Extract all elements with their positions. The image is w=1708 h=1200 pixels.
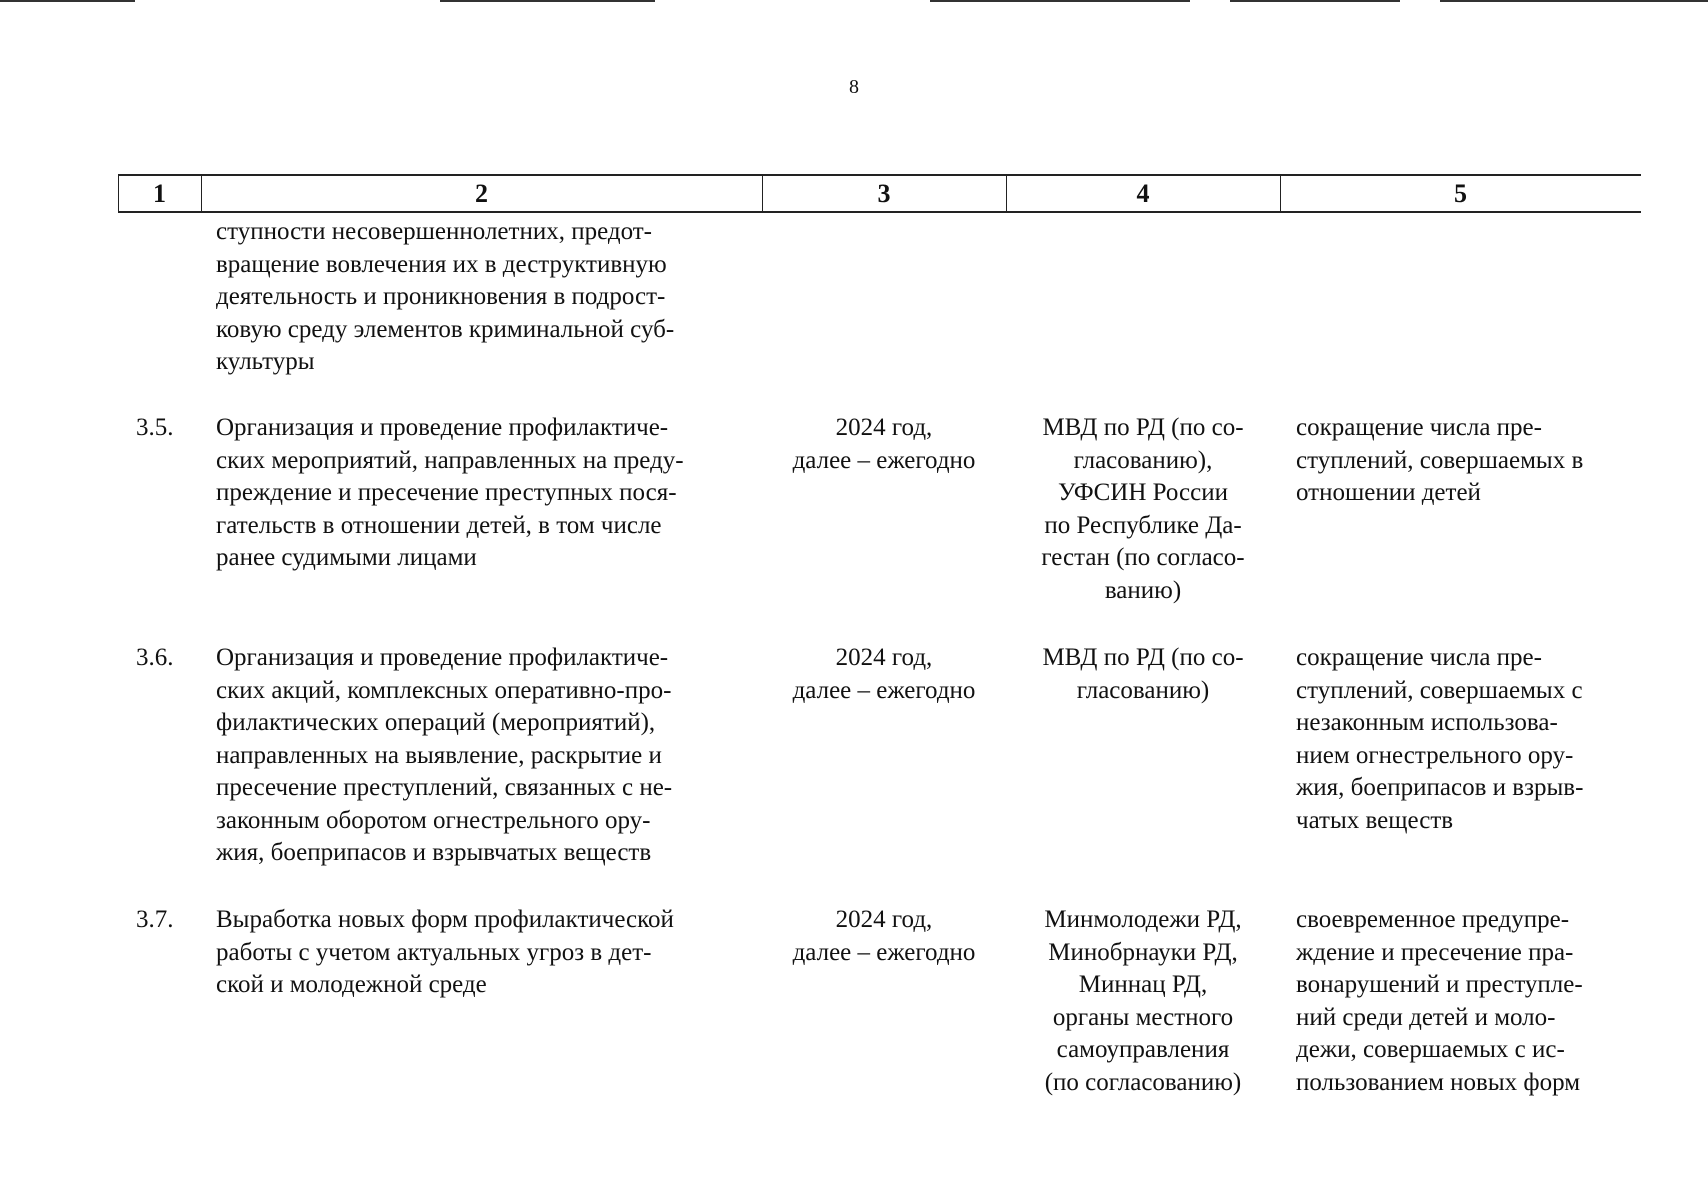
text-line: УФСИН России bbox=[1058, 479, 1228, 506]
term-text bbox=[762, 904, 1006, 969]
header-col-1: 1 bbox=[153, 179, 166, 208]
text-line: по Республике Да- bbox=[1044, 511, 1242, 539]
text-line: Минобрнауки РД, bbox=[1048, 938, 1238, 966]
text-line: жия, боеприпасов и взрывчатых веществ bbox=[216, 839, 652, 866]
text-line: самоуправления bbox=[1056, 1036, 1230, 1063]
text-line: 2024 год, bbox=[835, 906, 933, 933]
scan-edge-line bbox=[440, 0, 655, 2]
scan-edge-line bbox=[930, 0, 1190, 2]
row-number: 3.5. bbox=[136, 414, 174, 441]
text-line: культуры bbox=[216, 348, 315, 375]
text-line: ских мероприятий, направленных на преду- bbox=[216, 446, 684, 474]
text-line: нием огнестрельного ору- bbox=[1296, 741, 1574, 769]
executor-text bbox=[1006, 642, 1280, 707]
header-col-3: 3 bbox=[877, 179, 891, 208]
measure-text bbox=[216, 642, 748, 870]
measure-text bbox=[216, 904, 748, 1002]
text-line: далее – ежегодно bbox=[792, 938, 976, 966]
text-line: ступности несовершеннолетних, предот- bbox=[216, 218, 652, 245]
continuation-text bbox=[216, 216, 748, 379]
scan-edge-line bbox=[0, 0, 135, 2]
text-line: ской и молодежной среде bbox=[216, 971, 487, 998]
executor-text bbox=[1006, 412, 1280, 607]
text-line: ванию) bbox=[1104, 576, 1182, 604]
text-line: сокращение числа пре- bbox=[1296, 414, 1542, 441]
text-line: МВД по РД (по со- bbox=[1042, 644, 1244, 671]
text-line: направленных на выявление, раскрытие и bbox=[216, 741, 662, 769]
text-line: жия, боеприпасов и взрыв- bbox=[1296, 774, 1584, 801]
text-line: Выработка новых форм профилактической bbox=[216, 906, 674, 933]
text-line: ранее судимыми лицами bbox=[216, 544, 477, 571]
text-line: далее – ежегодно bbox=[792, 676, 976, 704]
header-col-2: 2 bbox=[475, 179, 488, 208]
text-line: вращение вовлечения их в деструктивную bbox=[216, 250, 667, 278]
result-text bbox=[1296, 904, 1630, 1099]
row-number: 3.7. bbox=[136, 906, 174, 933]
text-line: МВД по РД (по со- bbox=[1042, 414, 1244, 441]
text-line: ждение и пресечение пра- bbox=[1296, 938, 1574, 966]
text-line: филактических операций (мероприятий), bbox=[216, 709, 656, 736]
measure-text bbox=[216, 412, 748, 575]
text-line: ских акций, комплексных оперативно-про- bbox=[216, 676, 672, 704]
scan-edge-line bbox=[1440, 0, 1708, 2]
text-line: преждение и пресечение преступных пося- bbox=[216, 479, 677, 506]
text-line: отношении детей bbox=[1296, 479, 1481, 506]
text-line: пресечение преступлений, связанных с не- bbox=[216, 774, 673, 801]
page-number: 8 bbox=[849, 76, 859, 98]
header-col-5: 5 bbox=[1454, 179, 1467, 208]
text-line: гласованию) bbox=[1076, 676, 1210, 704]
text-line: гласованию), bbox=[1073, 446, 1213, 474]
text-line: гестан (по согласо- bbox=[1041, 544, 1245, 571]
text-line: ступлений, совершаемых с bbox=[1296, 676, 1583, 704]
result-text bbox=[1296, 642, 1630, 837]
text-line: ступлений, совершаемых в bbox=[1296, 446, 1584, 474]
text-line: органы местного bbox=[1052, 1003, 1234, 1031]
text-line: Миннац РД, bbox=[1078, 971, 1208, 998]
text-line: Организация и проведение профилактиче- bbox=[216, 414, 669, 441]
result-text bbox=[1296, 412, 1630, 510]
text-line: законным оборотом огнестрельного ору- bbox=[216, 806, 651, 834]
scan-edge-line bbox=[1230, 0, 1400, 2]
text-line: своевременное предупре- bbox=[1296, 906, 1570, 933]
text-line: вонарушений и преступле- bbox=[1296, 971, 1583, 998]
header-bottom-rule bbox=[118, 211, 1641, 213]
text-line: 2024 год, bbox=[835, 414, 933, 441]
executor-text bbox=[1006, 904, 1280, 1099]
term-text bbox=[762, 642, 1006, 707]
text-line: пользованием новых форм bbox=[1296, 1068, 1581, 1096]
text-line: ний среди детей и моло- bbox=[1296, 1003, 1556, 1031]
text-line: Минмолодежи РД, bbox=[1044, 906, 1242, 933]
text-line: чатых веществ bbox=[1296, 806, 1454, 834]
text-line: гательств в отношении детей, в том числе bbox=[216, 511, 662, 539]
text-line: Организация и проведение профилактиче- bbox=[216, 644, 669, 671]
text-line: работы с учетом актуальных угроз в дет- bbox=[216, 938, 652, 966]
term-text bbox=[762, 412, 1006, 477]
text-line: (по согласованию) bbox=[1044, 1068, 1242, 1096]
text-line: 2024 год, bbox=[835, 644, 933, 671]
text-line: ковую среду элементов криминальной суб- bbox=[216, 315, 675, 343]
header-col-4: 4 bbox=[1136, 179, 1150, 208]
row-number: 3.6. bbox=[136, 644, 174, 671]
text-line: незаконным использова- bbox=[1296, 709, 1558, 736]
text-line: далее – ежегодно bbox=[792, 446, 976, 474]
text-line: деятельность и проникновения в подрост- bbox=[216, 283, 666, 310]
text-line: дежи, совершаемых с ис- bbox=[1296, 1036, 1565, 1063]
header-top-rule bbox=[118, 174, 1641, 176]
text-line: сокращение числа пре- bbox=[1296, 644, 1542, 671]
